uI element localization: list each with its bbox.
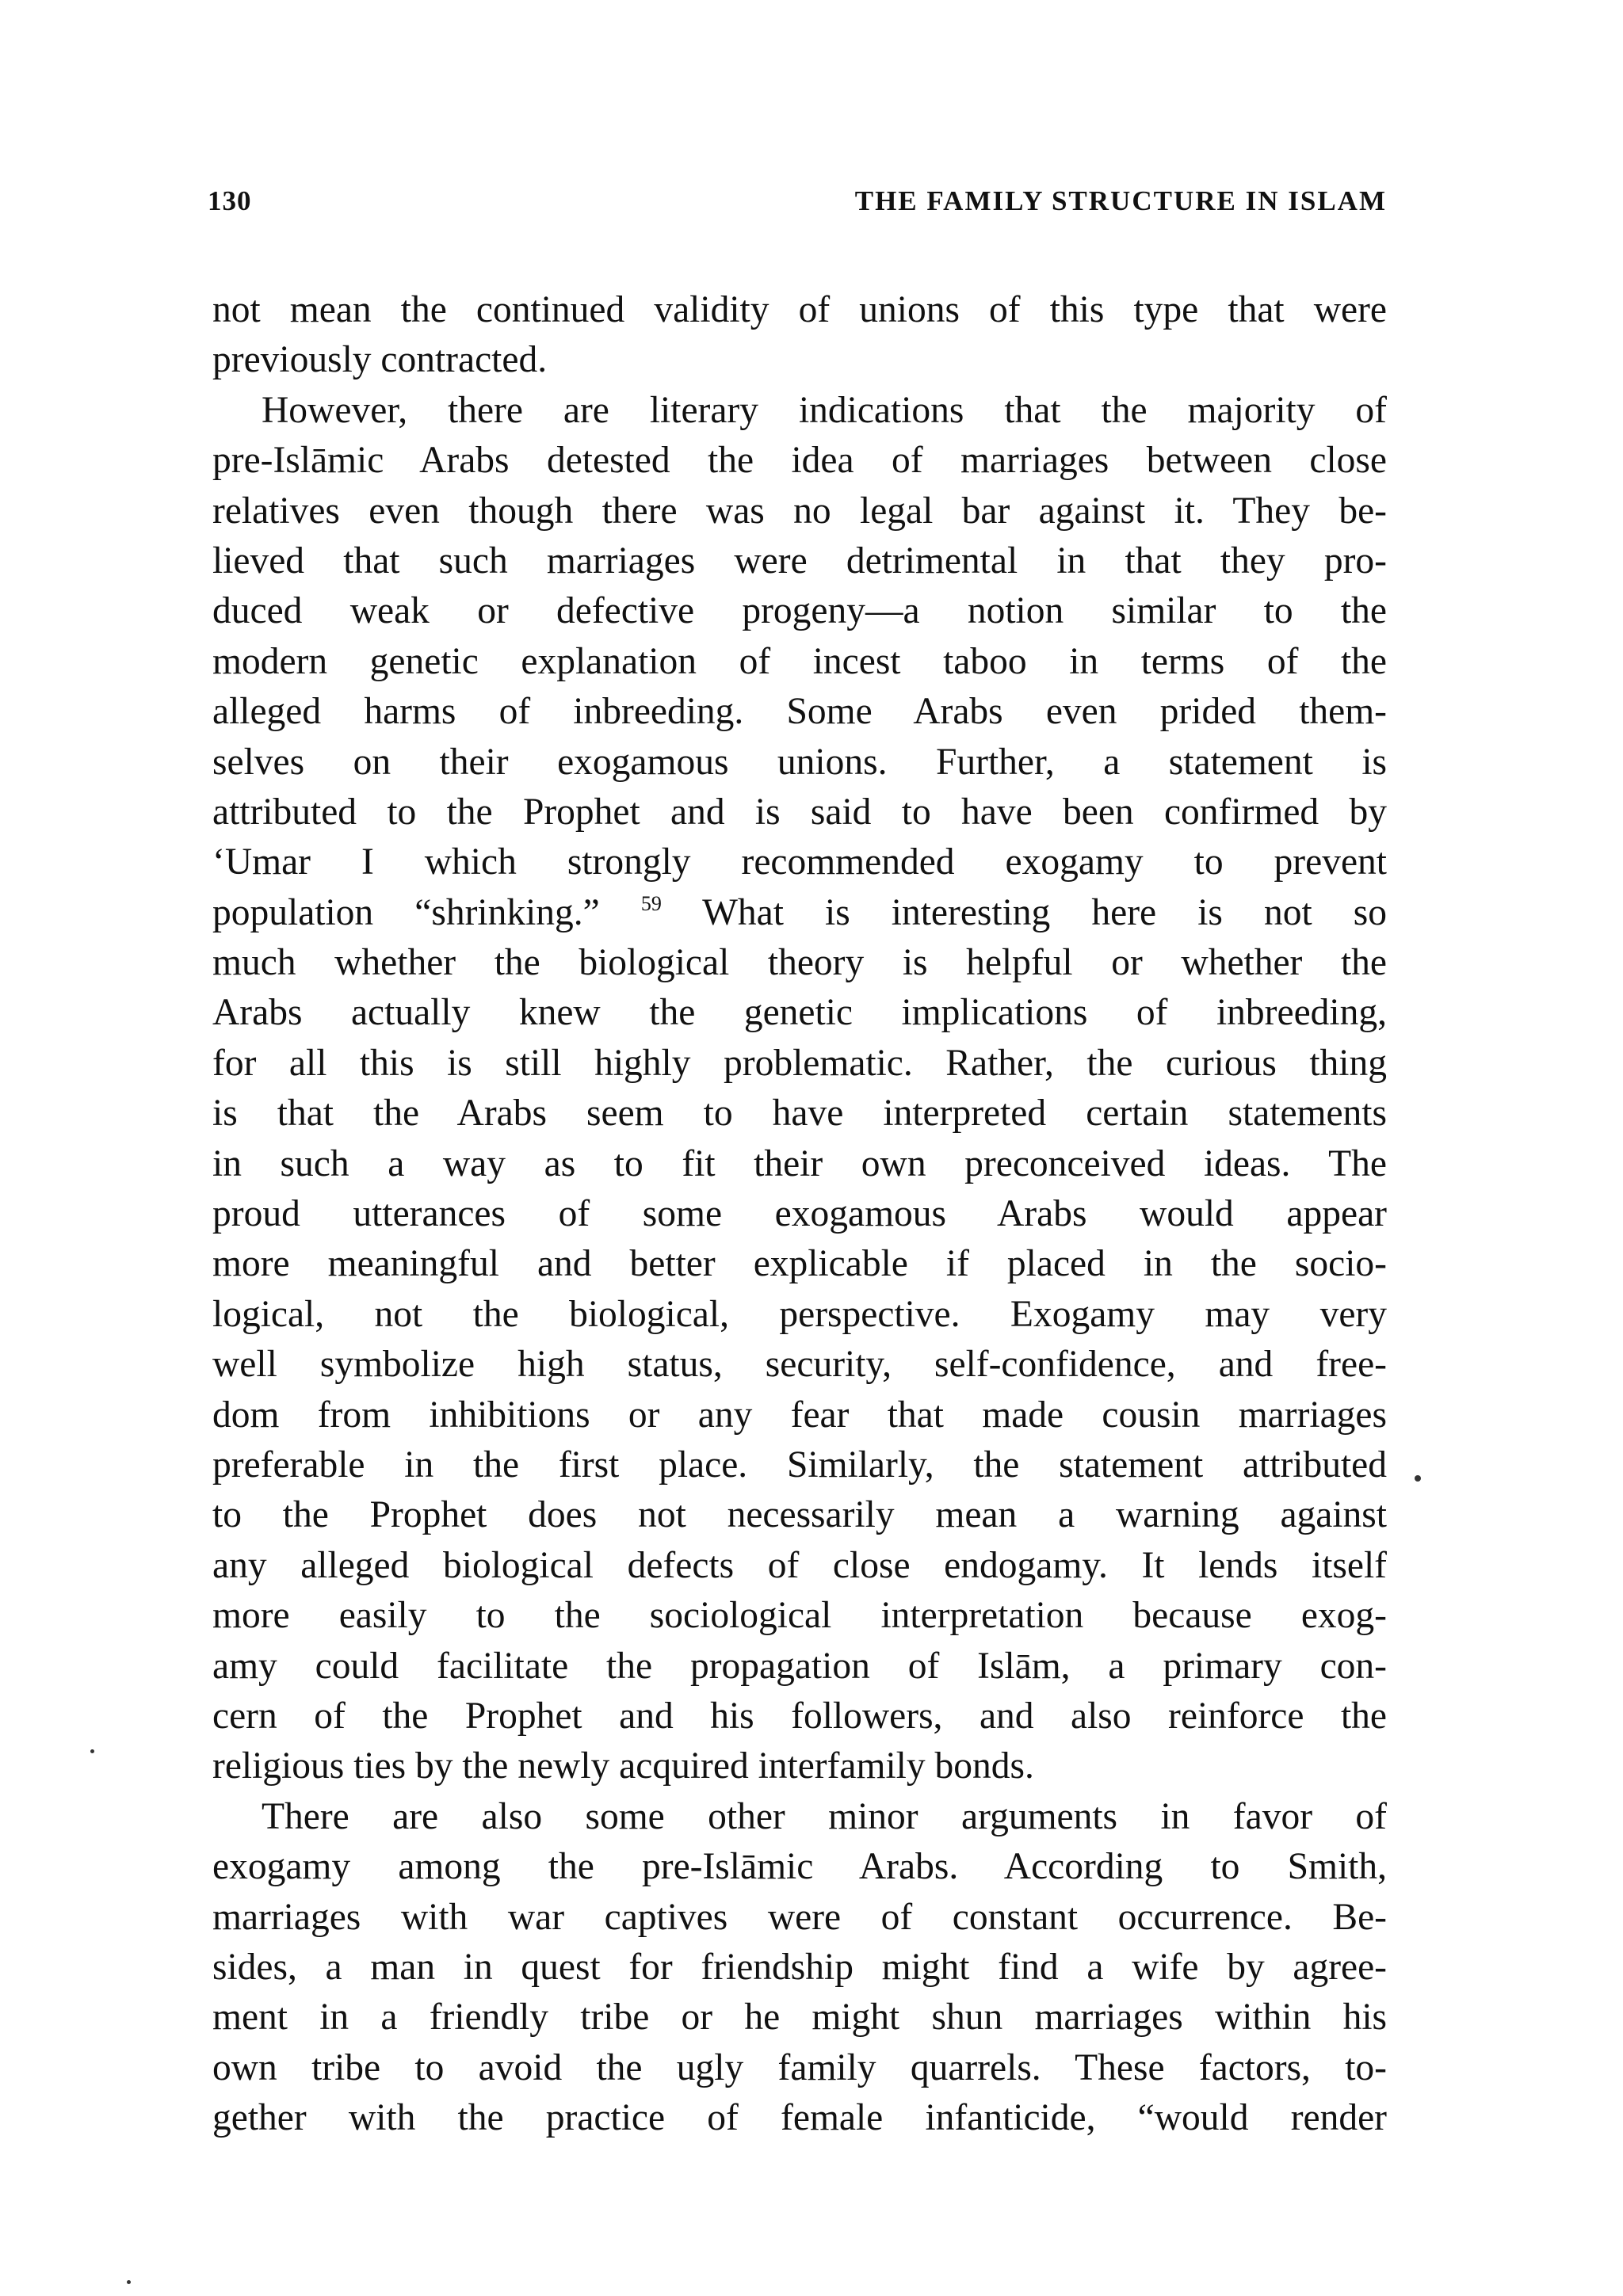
text-line: lieved that such marriages were detrimental in that they pro- xyxy=(212,540,1387,582)
page-number: 130 xyxy=(208,185,252,216)
text-line: cern of the Prophet and his followers, and also reinforce the xyxy=(212,1695,1387,1737)
running-head xyxy=(208,185,1387,233)
text-line: more meaningful and better explicable if placed in the socio- xyxy=(212,1243,1387,1285)
running-title: THE FAMILY STRUCTURE IN ISLAM xyxy=(854,185,1387,216)
text-line: gether with the practice of female infanticide, “would render xyxy=(212,2097,1387,2139)
text-line: There are also some other minor arguments in favor of xyxy=(262,1795,1387,1837)
text-line: logical, not the biological, perspective. Exogamy may very xyxy=(212,1293,1387,1335)
text-line: sides, a man in quest for friendship might find a wife by agree- xyxy=(212,1946,1387,1988)
body-text xyxy=(212,285,1387,2143)
scan-speck xyxy=(127,2280,131,2284)
footnote-reference: 59 xyxy=(640,891,662,915)
text-segment: population “shrinking.” xyxy=(212,891,600,933)
text-line: relatives even though there was no legal bar against it. They be- xyxy=(212,490,1387,532)
text-line: Arabs actually knew the genetic implications of inbreeding, xyxy=(212,992,1387,1034)
text-line: alleged harms of inbreeding. Some Arabs even prided them- xyxy=(212,691,1387,733)
text-line: is that the Arabs seem to have interpreted certain statements xyxy=(212,1093,1387,1135)
text-line: ‘Umar I which strongly recommended exogamy to prevent xyxy=(212,841,1387,883)
text-line: amy could facilitate the propagation of Islām, a primary con- xyxy=(212,1645,1387,1687)
text-line: exogamy among the pre-Islāmic Arabs. According to Smith, xyxy=(212,1846,1387,1888)
text-line: well symbolize high status, security, self-confidence, and free- xyxy=(212,1344,1387,1386)
text-segment: What is interesting here is not so xyxy=(702,891,1387,933)
text-line: However, there are literary indications that the majority of xyxy=(262,389,1387,431)
text-line: much whether the biological theory is helpful or whether the xyxy=(212,942,1387,984)
text-line: any alleged biological defects of close endogamy. It lends itself xyxy=(212,1544,1387,1586)
text-line: more easily to the sociological interpretation because exog- xyxy=(212,1595,1387,1637)
text-line: religious ties by the newly acquired interfamily bonds. xyxy=(212,1745,1034,1787)
text-line-with-footnote xyxy=(212,888,1387,938)
text-line: ment in a friendly tribe or he might shun marriages within his xyxy=(212,1997,1387,2039)
text-line: selves on their exogamous unions. Further, a statement is xyxy=(212,741,1387,783)
text-line: pre-Islāmic Arabs detested the idea of marriages between close xyxy=(212,440,1387,482)
text-line: modern genetic explanation of incest taboo in terms of the xyxy=(212,640,1387,682)
text-line: dom from inhibitions or any fear that made cousin marriages xyxy=(212,1394,1387,1436)
text-line: previously contracted. xyxy=(212,339,548,381)
text-line: for all this is still highly problematic. Rather, the curious thing xyxy=(212,1042,1387,1084)
text-line: not mean the continued validity of unions of this type that were xyxy=(212,289,1387,330)
text-line: to the Prophet does not necessarily mean a warning against xyxy=(212,1494,1387,1536)
text-line: duced weak or defective progeny—a notion similar to the xyxy=(212,590,1387,632)
text-line: in such a way as to fit their own preconceived ideas. The xyxy=(212,1142,1387,1184)
text-line: marriages with war captives were of constant occurrence. Be- xyxy=(212,1896,1387,1938)
text-line: own tribe to avoid the ugly family quarrels. These factors, to- xyxy=(212,2046,1387,2088)
text-line: preferable in the first place. Similarly, the statement attributed xyxy=(212,1444,1387,1486)
text-line: attributed to the Prophet and is said to have been confirmed by xyxy=(212,791,1387,833)
scan-speck xyxy=(90,1749,94,1753)
text-line: proud utterances of some exogamous Arabs would appear xyxy=(212,1193,1387,1235)
scan-speck xyxy=(1415,1475,1421,1482)
